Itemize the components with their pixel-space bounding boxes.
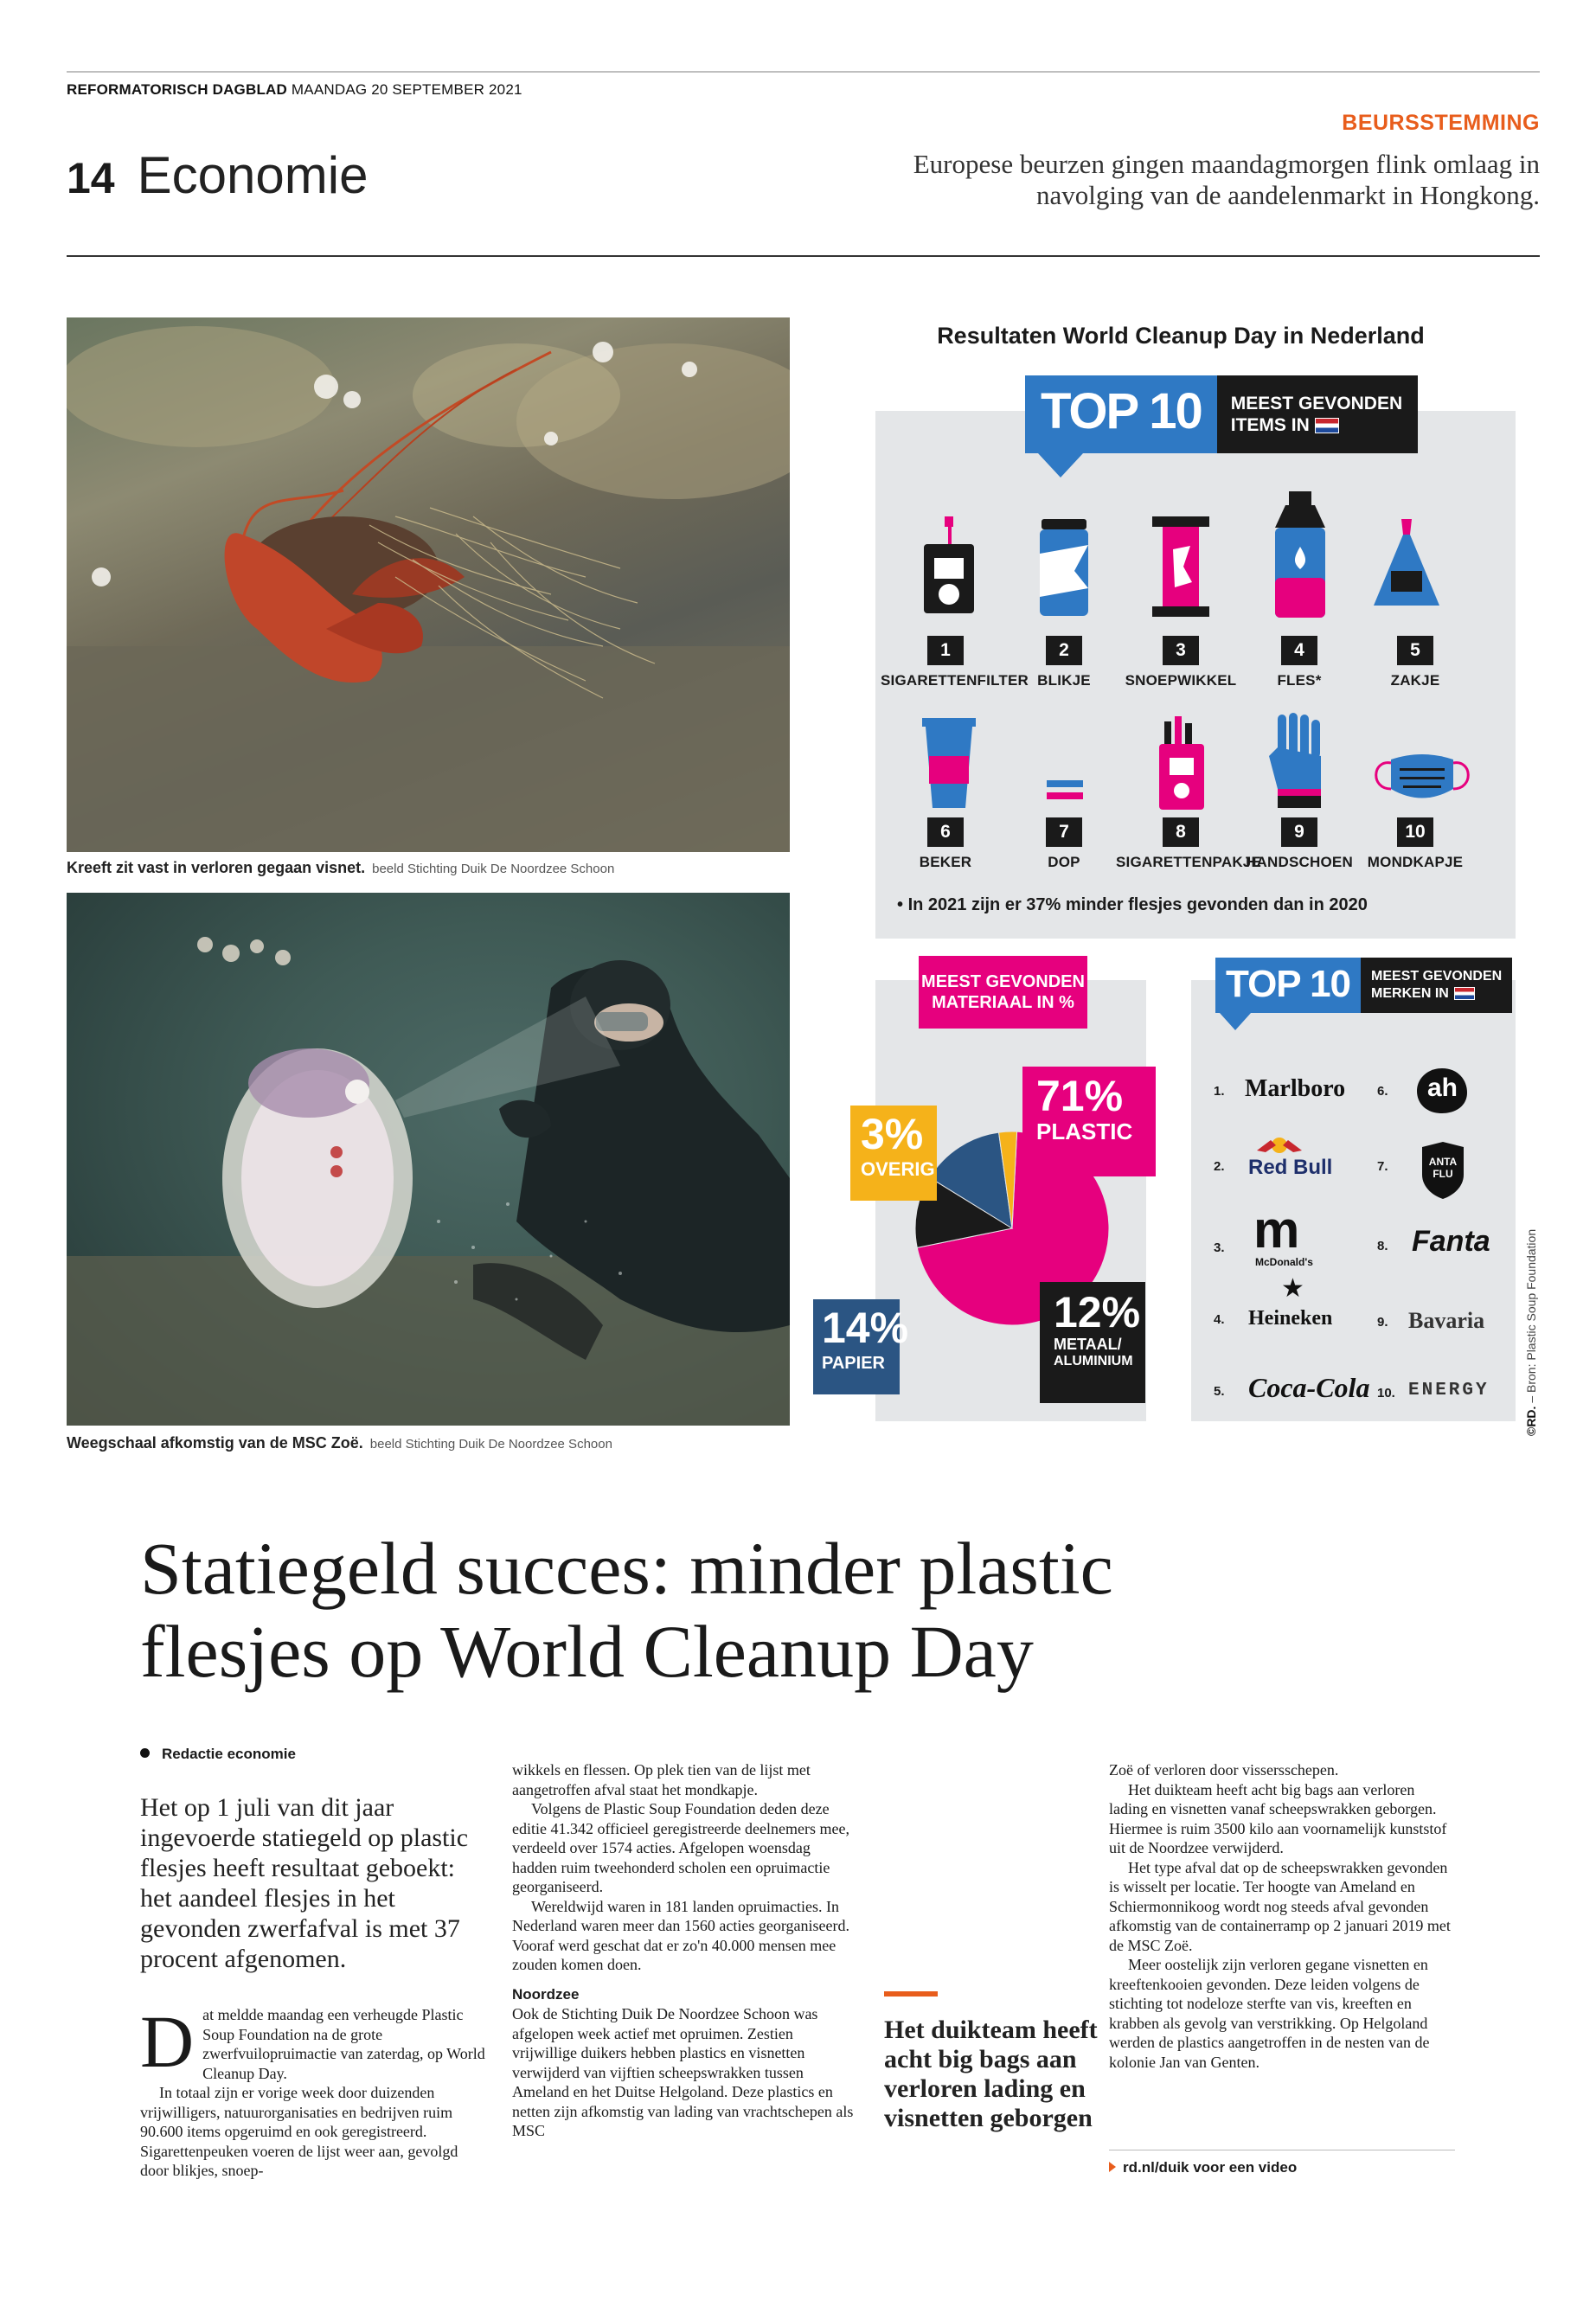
header-rule-top [67, 71, 1540, 73]
item-9-label: HANDSCHOEN [1246, 854, 1353, 870]
brands-panel [1191, 980, 1516, 1421]
can-icon [1036, 519, 1092, 619]
metaal-name-2: ALUMINIUM [1054, 1354, 1133, 1368]
infographic-title: Resultaten World Cleanup Day in Nederland [937, 323, 1425, 349]
brand-5-rank: 5. [1214, 1384, 1225, 1399]
item-2-rank: 2 [1046, 636, 1082, 665]
brand-9-logo: Bavaria [1408, 1308, 1485, 1333]
quote-accent-bar [884, 1991, 938, 1997]
article-column-1 [140, 2000, 486, 2181]
masthead [67, 81, 522, 99]
item-4-label: FLES* [1277, 672, 1322, 689]
brand-4-logo: Heineken [1248, 1307, 1333, 1330]
overig-label [861, 1111, 935, 1182]
papier-pct: 14% [822, 1304, 909, 1352]
brand-7-rank: 7. [1377, 1159, 1388, 1174]
col3-paragraph-3: Het type afval dat op de scheepswrakken gevonden is wisselt per locatie. Ter hoogte van Ameland en Schiermonnikoog wordt nog steeds afval gevonden afkomstig van de containerramp op 2 januari 2019 met de MSC Zoë. [1109, 1858, 1451, 1954]
col2-paragraph-1: wikkels en flessen. Op plek tien van de lijst met aangetroffen afval staat het mondkapje. [512, 1761, 811, 1798]
col3-paragraph-1: Zoë of verloren door vissersschepen. [1109, 1761, 1339, 1779]
item-8 [1116, 817, 1261, 871]
item-10-rank: 10 [1397, 817, 1433, 847]
photo2-credit: beeld Stichting Duik De Noordzee Schoon [369, 1437, 612, 1452]
top10-items-label: TOP 10 [1025, 375, 1217, 453]
item-3 [1116, 636, 1246, 689]
item-9-rank: 9 [1281, 817, 1317, 847]
item-8-label: SIGARETTENPAKJE [1116, 854, 1261, 870]
photo1-caption [67, 859, 614, 877]
metaal-label [1054, 1289, 1140, 1370]
item-2 [999, 636, 1129, 689]
face-mask-icon [1368, 751, 1476, 803]
col3-paragraph-2: Het duikteam heeft acht big bags aan verloren lading en visnetten vanaf scheepswrakken geborgen. Hiermee is ruim 3500 kilo aan voornamelijk kunststof uit de Noordzee verwijderd. [1109, 1780, 1447, 1856]
brand-3-logo: McDonald's [1255, 1256, 1313, 1268]
photo1-caption-text: Kreeft zit vast in verloren gegaan visnet. [67, 859, 366, 876]
bottle-icon [1270, 491, 1330, 621]
overig-pct: 3% [861, 1110, 924, 1158]
item-6 [881, 817, 1010, 871]
photo2-caption [67, 1434, 612, 1452]
brand-8-rank: 8. [1377, 1239, 1388, 1253]
brand-4-rank: 4. [1214, 1312, 1225, 1327]
item-1-label: SIGARETTENFILTER [881, 672, 1029, 689]
brands-badge-tail [1220, 1013, 1251, 1030]
brand-7-logo: ANTA FLU [1428, 1156, 1458, 1180]
col2-subheading: Noordzee [512, 1985, 580, 2003]
brand-10-rank: 10. [1377, 1386, 1395, 1400]
col2-paragraph-2: Volgens de Plastic Soup Foundation deden deze editie 41.342 officieel geregistreerde deelnemers mee, verdeeld over 1574 acties. Afgelopen woensdag hadden ruim tweehonderd scholen een opruimactie georganiseerd. [512, 1800, 849, 1895]
credit-bold: ©RD. [1524, 1406, 1538, 1436]
materials-badge [919, 956, 1087, 1029]
top10-brands-subtitle [1361, 958, 1512, 1013]
article-column-3 [1109, 1760, 1455, 2072]
item-7-rank: 7 [1046, 817, 1082, 847]
item-4 [1234, 636, 1364, 689]
video-link[interactable] [1109, 2159, 1297, 2176]
metaal-name-1: METAAL/ [1054, 1336, 1122, 1353]
beurs-text: Europese beurzen gingen maandagmorgen flink omlaag in navolging van de aandelenmarkt in Hongkong. [913, 149, 1540, 210]
brand-1-logo: Marlboro [1245, 1075, 1346, 1102]
top10-items-badge [1025, 375, 1418, 453]
brand-9-rank: 9. [1377, 1315, 1388, 1330]
col1-paragraph-1: at meldde maandag een verheugde Plastic Soup Foundation na de grote zwerfvuilopruimactie van zaterdag, op World Cleanup Day. [202, 2006, 485, 2082]
top10-brands-badge [1215, 958, 1512, 1013]
cigarette-filter-icon [919, 515, 979, 619]
brand-5-logo: Coca-Cola [1248, 1372, 1370, 1403]
col2-paragraph-3: Wereldwijd waren in 181 landen opruimacties. In Nederland waren meer dan 1560 acties georganiseerd. Vooraf werd geschat dat er zo'n 40.000 mensen mee zouden komen doen. [512, 1897, 849, 1973]
item-6-label: BEKER [919, 854, 972, 870]
item-4-rank: 4 [1281, 636, 1317, 665]
red-bull-icon [1253, 1133, 1305, 1156]
candy-wrapper-icon [1151, 515, 1211, 619]
glove-icon [1267, 713, 1331, 810]
issue-date: MAANDAG 20 SEPTEMBER 2021 [291, 81, 522, 98]
bottle-note: • In 2021 zijn er 37% minder flesjes gevonden dan in 2020 [897, 895, 1368, 914]
top10-brands-line2: MERKEN IN [1371, 986, 1449, 1001]
item-1-rank: 1 [927, 636, 964, 665]
item-6-rank: 6 [927, 817, 964, 847]
play-arrow-icon [1109, 2162, 1116, 2172]
header-rule-bottom [67, 255, 1540, 257]
pull-quote: Het duikteam heeft acht big bags aan verloren lading en visnetten geborgen [884, 2016, 1098, 2132]
item-5-label: ZAKJE [1390, 672, 1440, 689]
overig-name: OVERIG [861, 1158, 935, 1180]
page-number: 14 [67, 154, 115, 202]
brand-8-logo: Fanta [1412, 1225, 1490, 1258]
cup-icon [920, 718, 977, 810]
item-2-label: BLIKJE [1037, 672, 1091, 689]
item-10 [1350, 817, 1480, 871]
brand-6-logo: ah [1427, 1074, 1458, 1102]
plastic-label [1036, 1073, 1132, 1144]
metaal-pct: 12% [1054, 1288, 1141, 1336]
dutch-flag-icon [1315, 418, 1339, 433]
lobster-photo [67, 317, 790, 852]
item-9 [1234, 817, 1364, 871]
col2-paragraph-4: Ook de Stichting Duik De Noordzee Schoon was afgelopen week actief met opruimen. Zestien vrijwillige duikers hebben plastics en visnetten verwijderd van vijftien scheepswrakken tussen Ameland en het Duitse Helgoland. Deze plastics en netten zijn afkomstig van lading van vrachtschepen als MSC [512, 2005, 854, 2139]
col1-paragraph-2: In totaal zijn er vorige week door duizenden vrijwilligers, natuurorganisaties en bedrijven ruim 90.600 items opgeruimd en ook geregistreerd. Sigarettenpeuken voeren de lijst weer aan, gevolgd door blikjes, snoep- [140, 2084, 458, 2179]
brand-10-logo: ENERGY [1408, 1381, 1490, 1400]
section-name: Economie [137, 146, 369, 204]
beurs-label: BEURSSTEMMING [1342, 111, 1540, 135]
article-headline: Statiegeld succes: minder plastic flesjes op World Cleanup Day [140, 1527, 1113, 1693]
badge-tail [1038, 453, 1083, 478]
brand-3-rank: 3. [1214, 1240, 1225, 1255]
star-icon: ★ [1281, 1274, 1304, 1303]
brand-2-logo: Red Bull [1248, 1156, 1333, 1179]
article-lead: Het op 1 juli van dit jaar ingevoerde statiegeld op plastic flesjes heeft resultaat geboekt: het aandeel flesjes in het gevonden zwerfafval is met 37 procent afgenomen. [140, 1793, 469, 1973]
item-10-label: MONDKAPJE [1367, 854, 1464, 870]
brand-6-rank: 6. [1377, 1084, 1388, 1099]
top10-brands-line1: MEEST GEVONDEN [1371, 969, 1503, 984]
plastic-name: PLASTIC [1036, 1118, 1133, 1144]
item-3-rank: 3 [1163, 636, 1199, 665]
cap-icon [1045, 777, 1085, 803]
bullet-icon [140, 1748, 150, 1758]
plastic-pct: 71% [1036, 1072, 1124, 1120]
mcdonalds-arches-icon: m [1253, 1201, 1300, 1259]
item-7-label: DOP [1048, 854, 1080, 870]
diver-photo [67, 893, 790, 1426]
byline-text: Redactie economie [162, 1746, 296, 1762]
bag-icon [1372, 519, 1441, 616]
bottle-note-text: In 2021 zijn er 37% minder flesjes gevonden dan in 2020 [907, 895, 1368, 914]
byline [140, 1746, 296, 1763]
brand-1-rank: 1. [1214, 1084, 1225, 1099]
paper-name: REFORMATORISCH DAGBLAD [67, 81, 287, 98]
papier-name: PAPIER [822, 1354, 885, 1373]
video-link-text: rd.nl/duik voor een video [1123, 2159, 1298, 2176]
top10-items-line1: MEEST GEVONDEN [1230, 394, 1403, 413]
photo2-caption-text: Weegschaal afkomstig van de MSC Zoë. [67, 1434, 363, 1452]
brand-2-rank: 2. [1214, 1159, 1225, 1174]
top10-items-subtitle [1217, 375, 1418, 453]
dropcap: D [140, 2000, 195, 2083]
top10-brands-label: TOP 10 [1215, 958, 1361, 1013]
article-column-2 [512, 1760, 858, 2141]
top10-items-line2: ITEMS IN [1230, 415, 1310, 435]
item-8-rank: 8 [1163, 817, 1199, 847]
item-5-rank: 5 [1397, 636, 1433, 665]
col3-paragraph-4: Meer oostelijk zijn verloren gegane visnetten en kreeftenkooien gevonden. Deze leiden volgens de stichting tot nodeloze sterfte van vis, kreeften en krabben als gevolg van verstrikking. Op Helgoland werden de plastics aangetroffen in de nesten van de kolonie Jan van Genten. [1109, 1956, 1430, 2071]
cigarette-pack-icon [1157, 713, 1206, 811]
item-1 [881, 636, 1029, 689]
item-3-label: SNOEPWIKKEL [1125, 672, 1237, 689]
section-heading [67, 145, 368, 205]
materials-badge-line2: MATERIAAL IN % [932, 993, 1074, 1012]
item-7 [999, 817, 1129, 871]
infographic-credit [1524, 1229, 1538, 1436]
dutch-flag-icon [1454, 987, 1475, 1000]
papier-label [822, 1304, 908, 1375]
materials-badge-line1: MEEST GEVONDEN [921, 972, 1085, 991]
photo1-credit: beeld Stichting Duik De Noordzee Schoon [372, 862, 615, 876]
credit-source: – Bron: Plastic Soup Foundation [1524, 1228, 1538, 1403]
item-5 [1350, 636, 1480, 689]
